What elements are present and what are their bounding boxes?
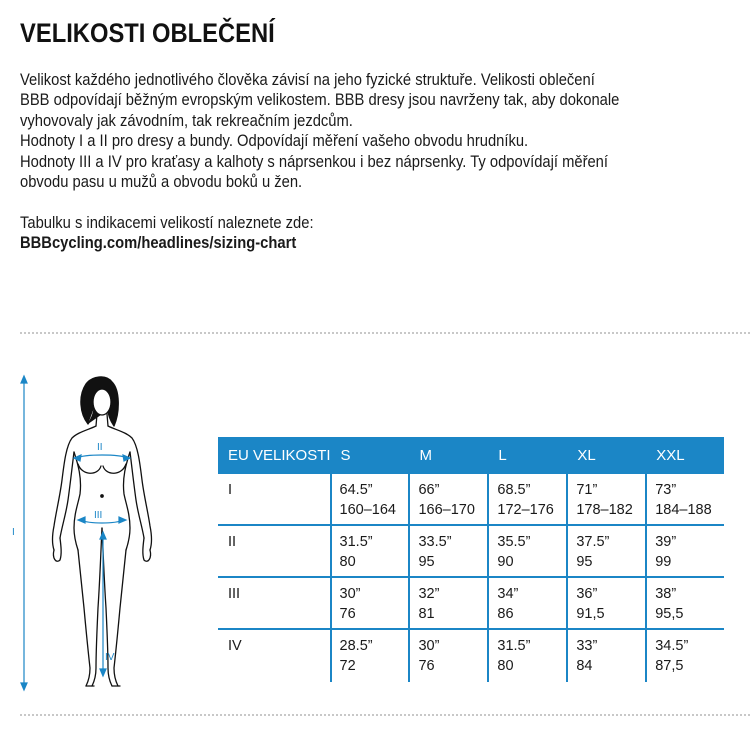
table-cell: 38” 95,5 [646,577,724,629]
header-size-m: M [409,437,488,474]
table-note: Tabulku s indikacemi velikostí naleznete zde: [20,213,314,232]
table-cell: 31.5” 80 [488,629,567,682]
inseam-label: IV [105,652,115,663]
table-cell: 33.5” 95 [409,525,488,577]
table-cell: 36” 91,5 [567,577,646,629]
table-cell: 32” 81 [409,577,488,629]
header-size-xl: XL [567,437,646,474]
chest-label: II [97,442,103,453]
table-cell: 31.5” 80 [331,525,410,577]
dotted-divider-bottom [20,714,750,716]
row-label: II [218,525,331,577]
table-row [218,525,724,577]
size-table [218,437,724,682]
row-label: IV [228,638,242,654]
row-label: III [218,577,331,629]
dotted-divider-top [20,332,750,334]
table-cell: 34.5” 87,5 [646,629,724,682]
table-cell: 30” 76 [331,577,410,629]
table-header-row [218,437,724,474]
table-row [218,629,724,682]
table-row [218,577,724,629]
table-cell: 37.5” 95 [567,525,646,577]
height-arrow [21,376,27,690]
waist-label: III [94,510,103,521]
intro-text [20,70,668,254]
header-size-xxl: XXL [646,437,724,474]
header-eu-sizes: EU VELIKOSTI [218,437,331,474]
table-cell: 34” 86 [488,577,567,629]
sizing-chart-link[interactable]: BBBcycling.com/headlines/sizing-chart [20,234,297,253]
table-cell: 39” 99 [646,525,724,577]
table-cell: 73” 184–188 [646,474,724,525]
table-cell: 30” 76 [409,629,488,682]
intro-line: Hodnoty I a II pro dresy a bundy. Odpovídají měření vašeho obvodu hrudníku. [20,132,529,151]
body-measurement-figure [8,368,208,693]
table-cell: 33” 84 [567,629,646,682]
header-size-l: L [488,437,567,474]
header-size-s: S [331,437,410,474]
intro-line: obvodu pasu u mužů a obvodu boků u žen. [20,172,303,191]
table-cell: 35.5” 90 [488,525,567,577]
intro-line: BBB odpovídají běžným evropským velikostem. BBB dresy jsou navrženy tak, aby dokonale [20,91,620,110]
row-label: I [218,474,331,525]
intro-line: Hodnoty III a IV pro kraťasy a kalhoty s náprsenkou i bez náprsenky. Ty odpovídají měření [20,152,608,171]
table-row [218,474,724,525]
table-cell: 64.5” 160–164 [331,474,410,525]
intro-line: Velikost každého jednotlivého člověka závisí na jeho fyzické struktuře. Velikosti oblečení [20,71,595,89]
table-cell: 66” 166–170 [409,474,488,525]
table-cell: 28.5” 72 [331,629,410,682]
page-title: VELIKOSTI OBLEČENÍ [20,18,275,48]
chest-measure [74,455,130,461]
female-figure-outline [53,377,152,686]
height-label: I [12,527,15,538]
intro-line: vyhovovaly jak závodním, tak rekreačním jezdcům. [20,111,353,130]
table-cell: 68.5” 172–176 [488,474,567,525]
table-cell: 71” 178–182 [567,474,646,525]
